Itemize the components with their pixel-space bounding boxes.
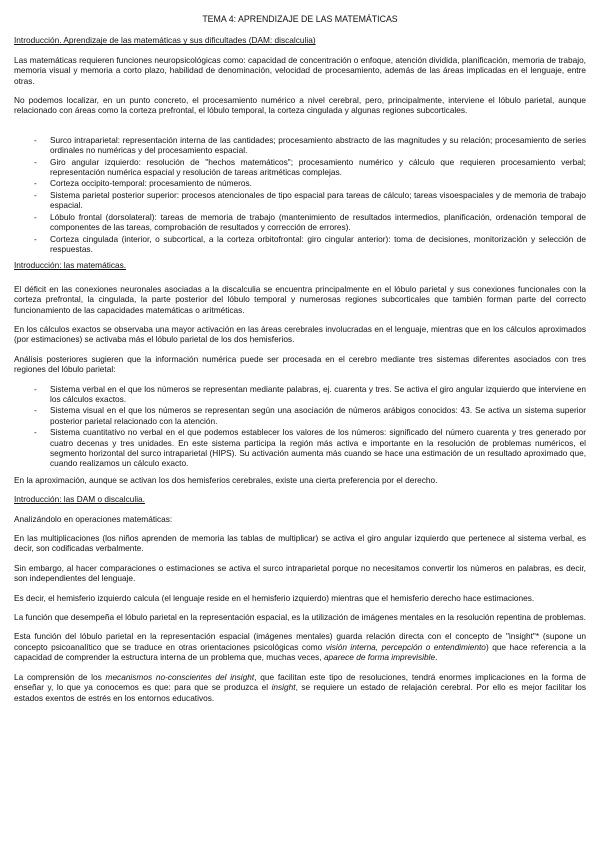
list-item: - Lóbulo frontal (dorsolateral): tareas de memoria de trabajo (mantenimiento de resultados intermedios, planificación, ordenación temporal de componentes de las tareas, comprobación de resultados y corrección de errores). — [14, 212, 586, 233]
section1-heading: Introducción. Aprendizaje de las matemáticas y sus dificultades (DAM: discalculia) — [14, 35, 316, 46]
paragraph: El déficit en las conexiones neuronales asociadas a la discalculia se encuentra principalmente en el lóbulo parietal y sus conexiones funcionales con la corteza prefrontal, la cingulada, la parte posterior del lóbulo temporal y numerosas regiones subcorticales que también forman parte del correcto funcionamiento de las capacidades matemáticas o aritméticas. — [14, 283, 586, 315]
paragraph: Análisis posteriores sugieren que la información numérica puede ser procesada en el cerebro mediante tres sistemas diferentes asociados con tres regiones del lóbulo parietal: — [14, 353, 586, 375]
document-page — [14, 14, 586, 712]
list-item: - Sistema visual en el que los números se representan según una asociación de números arábigos conocidos: 43. Se activa un sistema superior posterior parietal relacionado con la atención. — [14, 405, 586, 426]
paragraph-insight: Esta función del lóbulo parietal en la representación espacial (imágenes mentales) guarda relación directa con el concepto de "insight"* (supone un concepto psicoanalítico que se traduce en otras orientaciones psicológicas como visión interna, percepción o entendimiento) que hace referencia a la capacidad de comprender la estructura interna de un problema que, muchas veces, aparece de forma imprevisible. — [14, 631, 586, 663]
emphasis: insight — [271, 682, 296, 693]
emphasis: visión interna, percepción o entendimiento — [325, 641, 486, 652]
paragraph: Analizándolo en operaciones matemáticas: — [14, 513, 173, 524]
document-title: TEMA 4: APRENDIZAJE DE LAS MATEMÁTICAS — [202, 14, 398, 24]
paragraph: En los cálculos exactos se observaba una mayor activación en las áreas cerebrales involucradas en el lenguaje, mientras que en los cálculos aproximados (por estimaciones) se activaba más el lóbulo parietal de los dos hemisferios. — [14, 323, 586, 345]
list-item: - Sistema cuantitativo no verbal en el que podemos establecer los valores de los números: significado del número cuarenta y tres generado por cuatro decenas y tres unidades. En este sistema participa la región más activa e importante en la resolución de problemas numéricos, el segmento horizontal del surco intraparietal (HIPS). Su activación aumenta más cuando se hace una estimación de un resultado aproximado que, cuando realizamos un cálculo exacto. — [14, 427, 586, 469]
brain-areas-list — [14, 135, 586, 254]
list-item: - Sistema verbal en el que los números se representan mediante palabras, ej. cuarenta y tres. Se activa el giro angular izquierdo que interviene en los cálculos exactos. — [14, 384, 586, 405]
paragraph: Es decir, el hemisferio izquierdo calcula (el lenguaje reside en el hemisferio izquierdo) mientras que el hemisferio derecho hace estimaciones. — [14, 592, 535, 603]
paragraph: La función que desempeña el lóbulo parietal en la representación espacial, es la utilización de imágenes mentales en la resolución repentina de problemas. — [14, 612, 586, 623]
section3-heading: Introducción: las DAM o discalculia. — [14, 494, 145, 505]
list-item: - Corteza cingulada (interior, o subcortical, a la corteza orbitofrontal: giro cingular anterior): toma de decisiones, monitorización y selección de respuestas. — [14, 234, 586, 255]
list-item: - Sistema parietal posterior superior: procesos atencionales de tipo espacial para tareas de cálculo; tareas visoespaciales y de memoria de trabajo espacial. — [14, 190, 586, 211]
list-item: - Surco intraparietal: representación interna de las cantidades; procesamiento abstracto de las magnitudes y su relación; procesamiento de series ordinales no numéricas y del procesamiento espacial. — [14, 135, 586, 156]
emphasis: mecanismos no-conscientes del insight — [105, 671, 255, 682]
paragraph: Sin embargo, al hacer comparaciones o estimaciones se activa el surco intraparietal porque no necesitamos convertir los números en palabras, es decir, son independientes del lenguaje. — [14, 562, 586, 584]
list-item: - Corteza occipito-temporal: procesamiento de números. — [14, 178, 586, 188]
numeric-systems-list — [14, 384, 586, 469]
paragraph: Las matemáticas requieren funciones neuropsicológicas como: capacidad de concentración o enfoque, atención dividida, planificación, memoria de trabajo, memoria visual y memoria a corto plazo, habilidad de denominación, velocidad de procesamiento, además de las áreas implicadas en el lenguaje, entre otras. — [14, 54, 586, 86]
list-item: - Giro angular izquierdo: resolución de "hechos matemáticos"; procesamiento numérico y cálculo que requieren procesamiento verbal; representación numérica espacial y resolución de tareas aritméticas complejas. — [14, 157, 586, 178]
paragraph: En las multiplicaciones (los niños aprenden de memoria las tablas de multiplicar) se activa el giro angular izquierdo que pertenece al sistema verbal, es decir, son codificadas verbalmente. — [14, 533, 586, 554]
paragraph: En la aproximación, aunque se activan los dos hemisferios cerebrales, existe una cierta preferencia por el derecho. — [14, 474, 438, 485]
section2-heading: Introducción: las matemáticas. — [14, 260, 127, 271]
paragraph-insight-mechanisms: La comprensión de los mecanismos no-conscientes del insight, que facilitan este tipo de resoluciones, tendrá enormes implicaciones en la forma de enseñar y, lo que ya conocemos es que: para que se produzca el insight, se requiere un estado de relajación cerebral. Por ello es mejor facilitar los estados exentos de estrés en los entornos educativos. — [14, 671, 586, 703]
emphasis: aparece de forma imprevisible — [323, 652, 436, 663]
paragraph: No podemos localizar, en un punto concreto, el procesamiento numérico a nivel cerebral, pero, principalmente, interviene el lóbulo parietal, aunque relacionado con áreas como la corteza prefrontal, el lóbulo temporal, la corteza cingulada y algunas regiones subcorticales. — [14, 95, 586, 116]
